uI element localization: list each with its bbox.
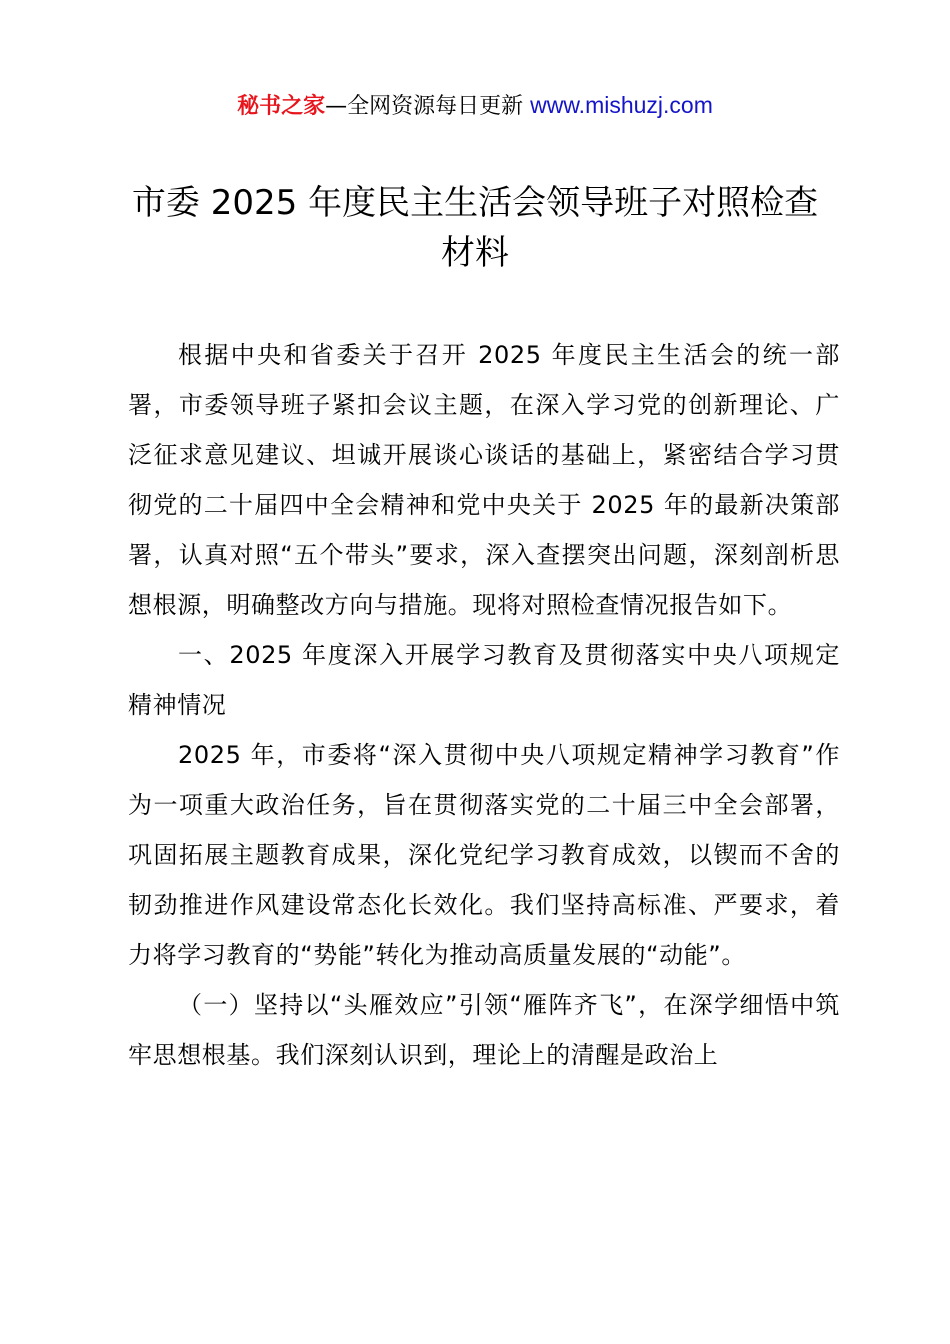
subsection-paragraph: （一）坚持以“头雁效应”引领“雁阵齐飞”，在深学细悟中筑牢思想根基。我们深刻认识到，理论上的清醒是政治上 <box>128 991 840 1069</box>
banner-brand: 秘书之家 <box>237 94 326 119</box>
site-banner <box>0 88 950 124</box>
banner-tagline: —全网资源每日更新 <box>325 94 531 119</box>
intro-paragraph: 根据中央和省委关于召开 2025 年度民主生活会的统一部署，市委领导班子紧扣会议主题，在深入学习党的创新理论、广泛征求意见建议、坦诚开展谈心谈话的基础上，紧密结合学习贯彻党的二十届四中全会精神和党中央关于 2025 年的最新决策部署，认真对照“五个带头”要求，深入查摆突出问题，深刻剖析思想根源，明确整改方向与措施。现将对照检查情况报告如下。 <box>128 341 840 619</box>
document-title: 市委 2025 年度民主生活会领导班子对照检查材料 <box>131 183 819 273</box>
section-paragraph: 2025 年，市委将“深入贯彻中央八项规定精神学习教育”作为一项重大政治任务，旨在贯彻落实党的二十届三中全会部署，巩固拓展主题教育成果，深化党纪学习教育成效，以锲而不舍的韧劲推进作风建设常态化长效化。我们坚持高标准、严要求，着力将学习教育的“势能”转化为推动高质量发展的“动能”。 <box>128 741 840 969</box>
document-body <box>128 330 840 1080</box>
section-heading: 一、2025 年度深入开展学习教育及贯彻落实中央八项规定精神情况 <box>128 641 840 719</box>
banner-url-link[interactable]: www.mishuzj.com <box>530 92 713 118</box>
